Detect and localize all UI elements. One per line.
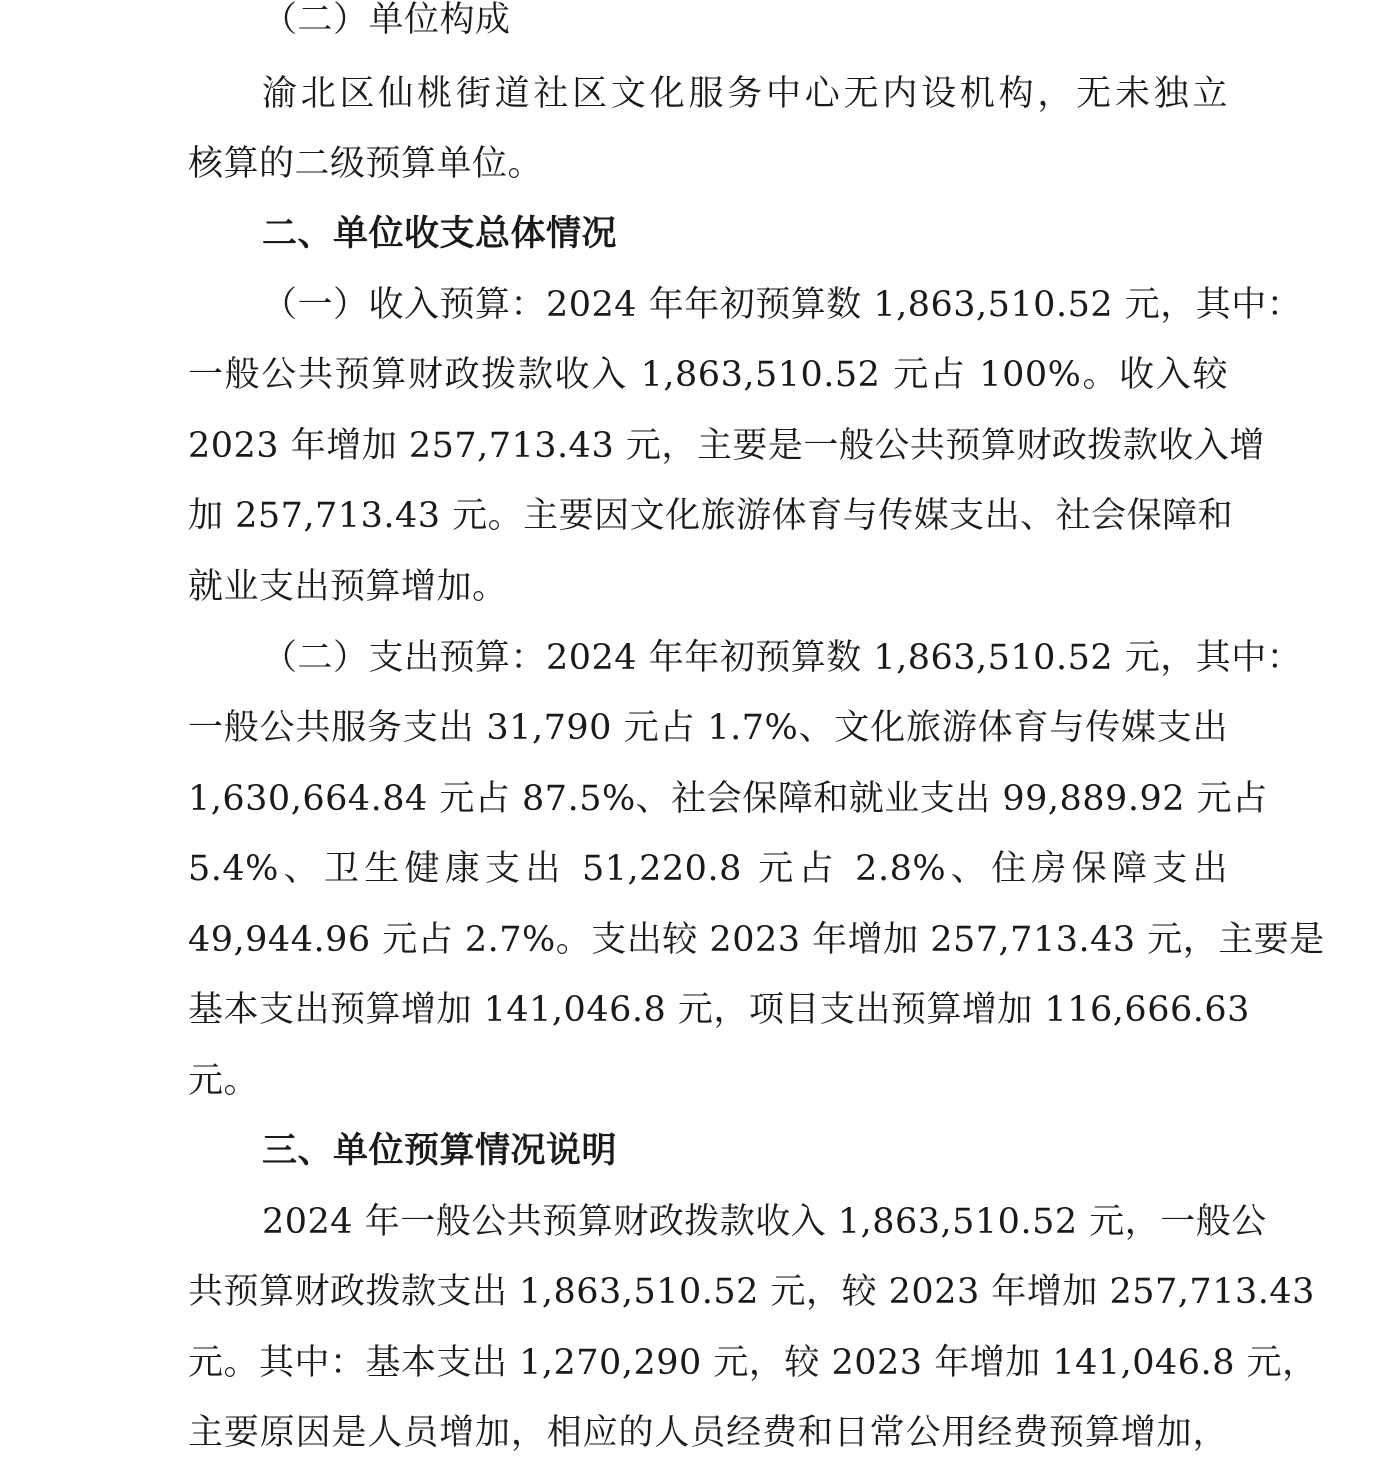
paragraph-line: 基本支出预算增加 141,046.8 元，项目支出预算增加 116,666.63 <box>188 990 1250 1030</box>
paragraph-line: 渝北区仙桃街道社区文化服务中心无内设机构，无未独立 <box>262 74 1228 114</box>
paragraph-line: 就业支出预算增加。 <box>188 567 508 607</box>
paragraph-line: 共预算财政拨款支出 1,863,510.52 元，较 2023 年增加 257,713.43 <box>188 1272 1315 1312</box>
paragraph-line: 一般公共预算财政拨款收入 1,863,510.52 元占 100%。收入较 <box>188 355 1228 395</box>
paragraph-line: 2024 年一般公共预算财政拨款收入 1,863,510.52 元，一般公 <box>262 1202 1267 1242</box>
paragraph-line: 49,944.96 元占 2.7%。支出较 2023 年增加 257,713.43 元，主要是 <box>188 920 1325 960</box>
subheading-unit-composition: （二）单位构成 <box>262 0 511 40</box>
paragraph-line: 1,630,664.84 元占 87.5%、社会保障和就业支出 99,889.92 元占 <box>188 779 1268 819</box>
paragraph-line: 2023 年增加 257,713.43 元，主要是一般公共预算财政拨款收入增 <box>188 426 1265 466</box>
paragraph-line: 一般公共服务支出 31,790 元占 1.7%、文化旅游体育与传媒支出 <box>188 708 1228 748</box>
paragraph-line: 核算的二级预算单位。 <box>188 144 544 184</box>
paragraph-line: 5.4%、卫生健康支出 51,220.8 元占 2.8%、住房保障支出 <box>188 849 1228 889</box>
section-heading-income-expense-overview: 二、单位收支总体情况 <box>262 213 618 254</box>
paragraph-line: （一）收入预算：2024 年年初预算数 1,863,510.52 元，其中： <box>262 285 1303 325</box>
paragraph-line: 主要原因是人员增加，相应的人员经费和日常公用经费预算增加， <box>188 1413 1228 1453</box>
section-heading-budget-explanation: 三、单位预算情况说明 <box>262 1130 618 1171</box>
paragraph-line: 元。其中：基本支出 1,270,290 元，较 2023 年增加 141,046.8 元， <box>188 1343 1318 1383</box>
paragraph-line: 加 257,713.43 元。主要因文化旅游体育与传媒支出、社会保障和 <box>188 496 1234 536</box>
paragraph-line: （二）支出预算：2024 年年初预算数 1,863,510.52 元，其中： <box>262 638 1303 678</box>
paragraph-line: 元。 <box>188 1061 260 1101</box>
